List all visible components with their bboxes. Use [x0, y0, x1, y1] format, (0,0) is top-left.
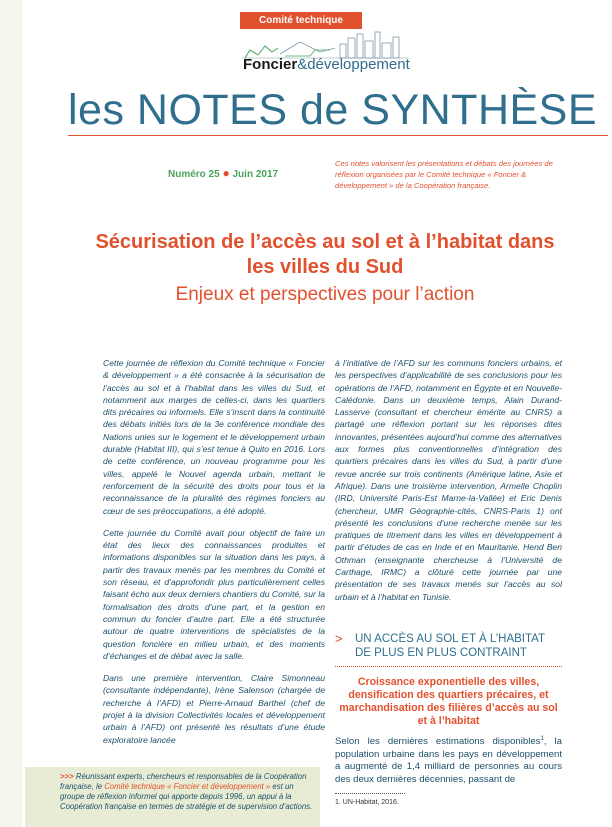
footnote: 1. UN-Habitat, 2016. [335, 799, 399, 806]
brand-main: Foncier [243, 56, 298, 73]
issue-info [168, 166, 278, 180]
info-text-a: Réunissant experts, chercheurs et responsables de la Coopération française, le [60, 772, 307, 791]
committee-badge: Comité technique [240, 12, 362, 29]
article-subtitle: Enjeux et perspectives pour l’action [175, 284, 475, 305]
paragraph: à l’initiative de l’AFD sur les communs fonciers urbains, et les perspectives d’applicabilité de ses conclusions pour les opérations de l’AFD, notamment en Égypte et en Nouvelle-Calédonie. Dans un deuxième temps, Alain Durand-Lasserve (consultant et chercheur émérite au CNRS) a partagé une réflexion portant sur les réponses dites innovantes, présentées aujourd’hui comme des alternatives aux formes plus conventionnelles d’intégration des quartiers précaires dans les villes du Sud, à partir d’une revue ancrée sur trois continents (Amérique latine, Asie et Afrique). Dans une troisième intervention, Armelle Choplin (IRD, Université Paris-Est Marne-la-Vallée) et Eric Denis (chercheur, UMR Géographie-cités, CNRS-Paris 1) ont présenté les conclusions d’une recherche menée sur les pratiques de titrement dans les villes en développement à partir d’études de cas en Inde et en Mauritanie. Hend Ben Othman (enseignante chercheuse à l’Université de Carthage, IRMC) a clôturé cette journée par une présentation de ses travaux menés sur l’accès au sol urbain et à l’habitat en Tunisie. [335, 358, 562, 602]
body-start: Selon les dernières estimations disponibles [335, 736, 541, 748]
title-divider [68, 135, 608, 136]
brand-rest: &développement [297, 56, 410, 73]
info-highlight: Comité technique « Foncier et développement » [104, 782, 271, 791]
right-column [335, 357, 562, 613]
left-column [103, 357, 325, 756]
issue-number: Numéro 25 [168, 169, 220, 180]
margin-stripe [0, 0, 22, 827]
series-title: les NOTES de SYNTHÈSE [68, 86, 598, 134]
paragraph: Cette journée du Comité avait pour objectif de faire un état des lieux des connaissances produites et informations disponibles sur la situation dans les pays, à partir des travaux menés par les membres du Comité et son réseau, et d’approfondir plus particulièrement celles faisant écho aux deux derniers chantiers du Comité, sur la formalisation des droits d’une part, et la gestion en commun du foncier d’autre part. Elle a été structurée autour de quatre interventions de spécialistes de la question foncière en milieu urbain, et des moments d’échanges et de débat avec la salle. [103, 527, 325, 661]
section-subheading: Croissance exponentielle des villes, densification des quartiers précaires, et marchandisation des filières d’accès au sol et à l’habitat [339, 676, 558, 727]
chevron-right-icon: > [335, 631, 343, 646]
section-divider [335, 666, 562, 667]
bullet-dot-icon: ● [222, 166, 230, 180]
arrows-icon: >>> [60, 772, 74, 781]
brand-logo-text [243, 56, 410, 73]
series-note: Ces notes valorisent les présentations et débats des journées de réflexion organisées par le Comité technique « Foncier & développement » de la Coopération française. [335, 159, 553, 190]
paragraph: Cette journée de réflexion du Comité technique « Foncier & développement » a été consacrée à la sécurisation de l’accès au sol et à l’habitat dans les villes du Sud, et notamment aux marges de celles-ci, dans les quartiers dits précaires ou informels. Elle s’inscrit dans la continuité des débats initiés lors de la 3e conférence mondiale des Nations unies sur le logement et le développement urbain durable (Habitat III), qui s’est tenue à Quito en 2016. Lors de cette conférence, un nouveau programme pour les villes, appelé le Nouvel agenda urbain, mettant le renforcement de la sécurité des droits pour tous et la reconnaissance de la pluralité des régimes fonciers au cœur de ses préoccupations, a été adopté. [103, 358, 325, 516]
section-heading: UN ACCÈS AU SOL ET À L’HABITAT DE PLUS EN PLUS CONTRAINT [355, 633, 545, 659]
footnote-ref: 1 [540, 736, 544, 742]
paragraph: Dans une première intervention, Claire Simonneau (consultante indépendante), Irène Salenson (chargée de recherche à l’AFD) et Pierre-Arnaud Barthel (chef de projet à la division Collectivités locales et développement urbain à l’AFD) ont présenté les résultats d’une étude exploratoire lancée [103, 673, 325, 745]
article-title: Sécurisation de l’accès au sol et à l’habitat dans les villes du Sud [95, 231, 555, 278]
body-rest: , la population urbaine dans les pays en développement a augmenté de 1,4 milliard de personnes au cours des deux dernières décennies, passant de [335, 736, 562, 785]
info-text-b: est un groupe de réflexion informel qui apporte depuis 1996, un appui à la Coopération française en termes de stratégie et de supervision d’actions. [60, 782, 313, 811]
issue-date: Juin 2017 [232, 169, 279, 180]
committee-info-text [60, 772, 318, 812]
body-paragraph [335, 733, 562, 786]
footnote-divider [335, 793, 405, 794]
